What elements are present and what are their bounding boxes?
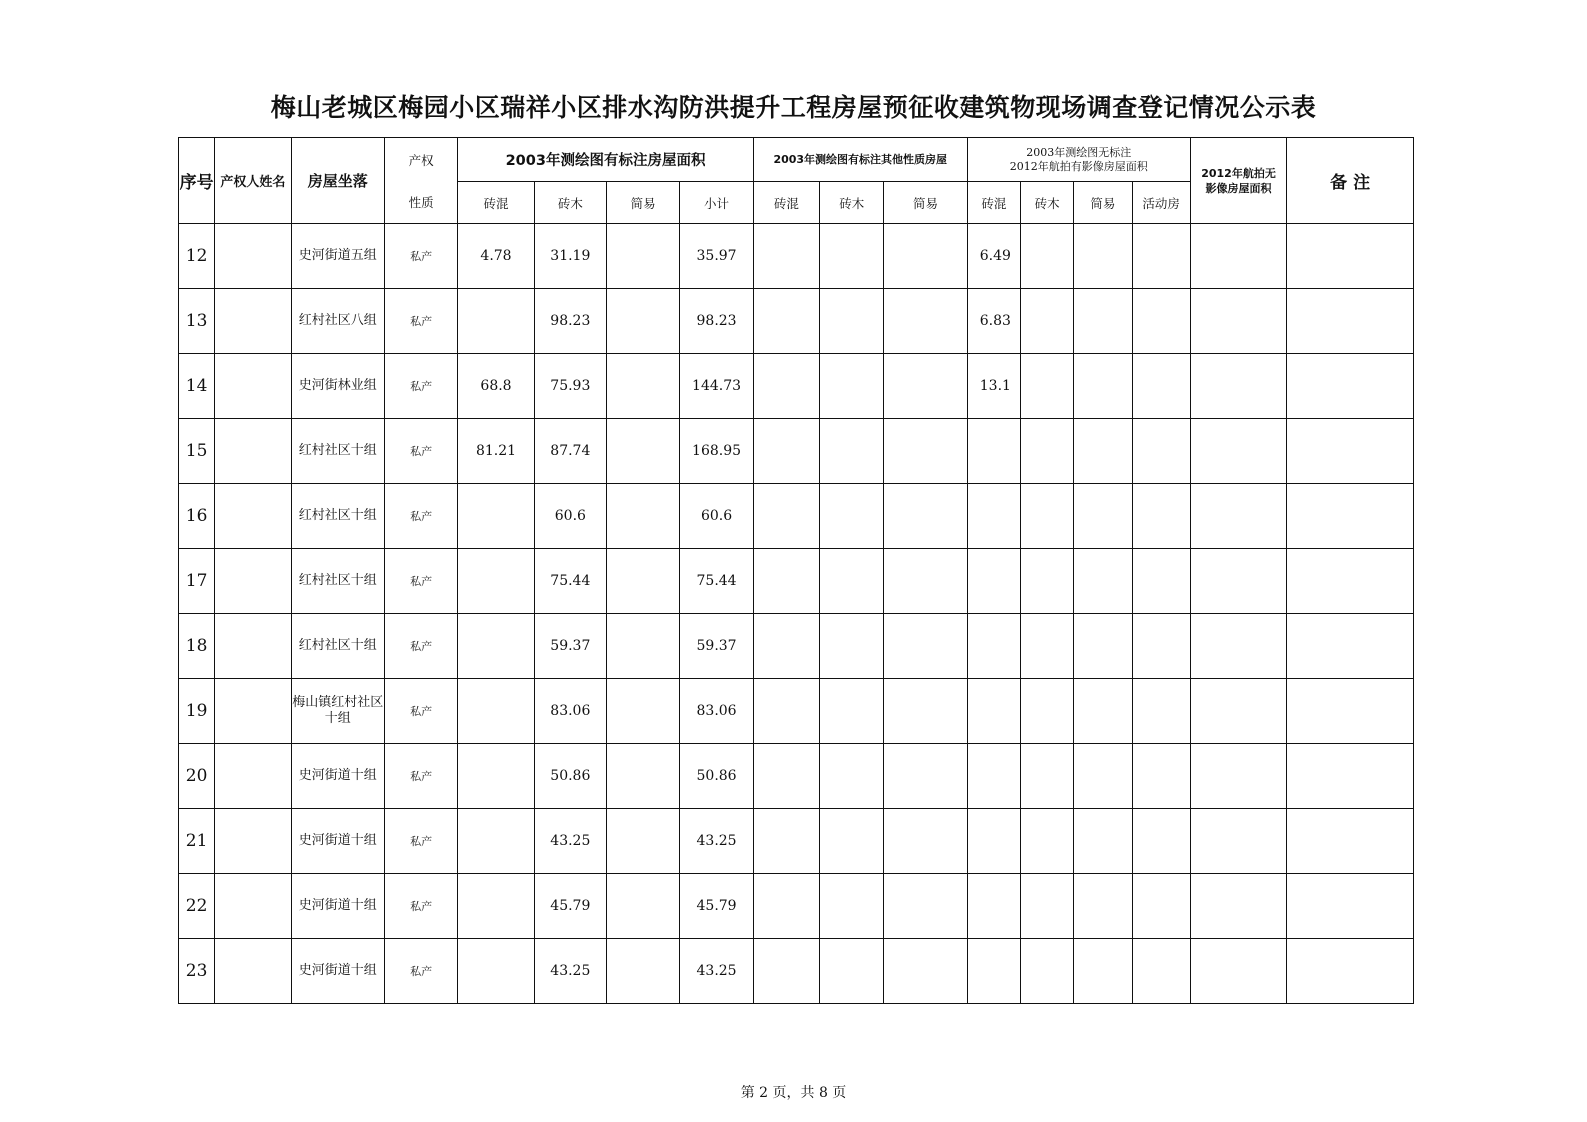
cell-g2-simple bbox=[884, 549, 967, 614]
header-group-2003-other: 2003年测绘图有标注其他性质房屋 bbox=[753, 138, 967, 182]
cell-g1-brick-wood: 87.74 bbox=[534, 419, 606, 484]
cell-location: 史河街道十组 bbox=[291, 809, 384, 874]
cell-g2-simple bbox=[884, 939, 967, 1004]
cell-g3-brick-wood bbox=[1021, 809, 1074, 874]
table-row bbox=[179, 549, 1414, 614]
cell-g3-brick-concrete bbox=[967, 874, 1020, 939]
cell-g3-mobile-house bbox=[1132, 289, 1190, 354]
cell-g1-subtotal: 50.86 bbox=[680, 744, 753, 809]
cell-g3-brick-wood bbox=[1021, 289, 1074, 354]
cell-seq: 12 bbox=[179, 224, 215, 289]
cell-g4-no-image bbox=[1190, 289, 1286, 354]
cell-owner bbox=[215, 419, 291, 484]
cell-g1-brick-wood: 75.44 bbox=[534, 549, 606, 614]
table-row bbox=[179, 289, 1414, 354]
cell-remark bbox=[1287, 744, 1414, 809]
cell-g4-no-image bbox=[1190, 939, 1286, 1004]
cell-g3-simple bbox=[1074, 744, 1132, 809]
cell-g2-brick-concrete bbox=[753, 289, 819, 354]
cell-owner bbox=[215, 939, 291, 1004]
cell-g2-brick-wood bbox=[820, 549, 884, 614]
cell-g1-brick-concrete bbox=[458, 549, 534, 614]
cell-g3-mobile-house bbox=[1132, 224, 1190, 289]
cell-g3-mobile-house bbox=[1132, 419, 1190, 484]
cell-g3-mobile-house bbox=[1132, 354, 1190, 419]
cell-property: 私产 bbox=[384, 354, 457, 419]
cell-owner bbox=[215, 484, 291, 549]
cell-g3-mobile-house bbox=[1132, 484, 1190, 549]
cell-seq: 15 bbox=[179, 419, 215, 484]
cell-g1-simple bbox=[607, 484, 680, 549]
cell-owner bbox=[215, 549, 291, 614]
table-row bbox=[179, 419, 1414, 484]
cell-g2-brick-concrete bbox=[753, 874, 819, 939]
header-g2-brick-wood: 砖木 bbox=[820, 182, 884, 224]
cell-g2-brick-concrete bbox=[753, 419, 819, 484]
cell-g3-simple bbox=[1074, 939, 1132, 1004]
cell-g3-mobile-house bbox=[1132, 809, 1190, 874]
cell-g1-brick-wood: 31.19 bbox=[534, 224, 606, 289]
cell-remark bbox=[1287, 874, 1414, 939]
cell-g2-brick-concrete bbox=[753, 354, 819, 419]
header-g2-brick-concrete: 砖混 bbox=[753, 182, 819, 224]
cell-remark bbox=[1287, 224, 1414, 289]
cell-g3-mobile-house bbox=[1132, 874, 1190, 939]
cell-g1-simple bbox=[607, 809, 680, 874]
cell-g1-brick-wood: 98.23 bbox=[534, 289, 606, 354]
header-seq: 序号 bbox=[179, 138, 215, 224]
cell-g1-simple bbox=[607, 354, 680, 419]
cell-seq: 16 bbox=[179, 484, 215, 549]
cell-location: 梅山镇红村社区十组 bbox=[291, 679, 384, 744]
cell-g1-brick-wood: 75.93 bbox=[534, 354, 606, 419]
cell-location: 红村社区八组 bbox=[291, 289, 384, 354]
cell-g1-subtotal: 144.73 bbox=[680, 354, 753, 419]
cell-property: 私产 bbox=[384, 614, 457, 679]
cell-g4-no-image bbox=[1190, 354, 1286, 419]
cell-g3-brick-concrete bbox=[967, 679, 1020, 744]
cell-g1-brick-concrete bbox=[458, 744, 534, 809]
cell-g3-mobile-house bbox=[1132, 549, 1190, 614]
cell-g2-brick-wood bbox=[820, 289, 884, 354]
cell-g3-simple bbox=[1074, 224, 1132, 289]
header-g1-brick-wood: 砖木 bbox=[534, 182, 606, 224]
cell-g4-no-image bbox=[1190, 874, 1286, 939]
cell-g1-subtotal: 45.79 bbox=[680, 874, 753, 939]
cell-g1-subtotal: 43.25 bbox=[680, 939, 753, 1004]
cell-g2-brick-wood bbox=[820, 679, 884, 744]
header-owner: 产权人姓名 bbox=[215, 138, 291, 224]
cell-g3-brick-wood bbox=[1021, 224, 1074, 289]
cell-g1-simple bbox=[607, 939, 680, 1004]
cell-location: 史河街道十组 bbox=[291, 939, 384, 1004]
cell-g2-brick-wood bbox=[820, 224, 884, 289]
cell-g2-brick-concrete bbox=[753, 744, 819, 809]
cell-remark bbox=[1287, 809, 1414, 874]
cell-g3-simple bbox=[1074, 354, 1132, 419]
table-row bbox=[179, 224, 1414, 289]
cell-g1-subtotal: 98.23 bbox=[680, 289, 753, 354]
cell-g1-simple bbox=[607, 419, 680, 484]
cell-g4-no-image bbox=[1190, 614, 1286, 679]
cell-property: 私产 bbox=[384, 549, 457, 614]
cell-g3-mobile-house bbox=[1132, 614, 1190, 679]
cell-remark bbox=[1287, 419, 1414, 484]
header-property-line1: 产权 bbox=[384, 138, 457, 182]
cell-remark bbox=[1287, 939, 1414, 1004]
cell-location: 红村社区十组 bbox=[291, 419, 384, 484]
cell-property: 私产 bbox=[384, 484, 457, 549]
cell-g1-brick-concrete: 68.8 bbox=[458, 354, 534, 419]
cell-g1-brick-wood: 45.79 bbox=[534, 874, 606, 939]
cell-seq: 19 bbox=[179, 679, 215, 744]
cell-g2-brick-concrete bbox=[753, 679, 819, 744]
cell-g3-brick-concrete bbox=[967, 484, 1020, 549]
table-row bbox=[179, 354, 1414, 419]
cell-g3-brick-concrete: 6.49 bbox=[967, 224, 1020, 289]
cell-g4-no-image bbox=[1190, 809, 1286, 874]
table-row bbox=[179, 744, 1414, 809]
cell-g3-brick-wood bbox=[1021, 744, 1074, 809]
cell-g1-brick-concrete bbox=[458, 484, 534, 549]
header-g1-simple: 简易 bbox=[607, 182, 680, 224]
cell-g1-brick-wood: 60.6 bbox=[534, 484, 606, 549]
cell-g2-simple bbox=[884, 809, 967, 874]
cell-g3-brick-wood bbox=[1021, 484, 1074, 549]
cell-property: 私产 bbox=[384, 224, 457, 289]
cell-g3-brick-concrete bbox=[967, 744, 1020, 809]
cell-g1-simple bbox=[607, 744, 680, 809]
cell-g3-brick-concrete bbox=[967, 939, 1020, 1004]
cell-g4-no-image bbox=[1190, 679, 1286, 744]
cell-property: 私产 bbox=[384, 809, 457, 874]
cell-g3-brick-concrete bbox=[967, 549, 1020, 614]
header-group4-line1: 2012年航拍无 bbox=[1201, 166, 1276, 180]
cell-g3-simple bbox=[1074, 614, 1132, 679]
header-g2-simple: 简易 bbox=[884, 182, 967, 224]
header-g1-subtotal: 小计 bbox=[680, 182, 753, 224]
cell-g1-simple bbox=[607, 874, 680, 939]
cell-g1-brick-concrete: 4.78 bbox=[458, 224, 534, 289]
cell-location: 红村社区十组 bbox=[291, 549, 384, 614]
cell-g1-brick-concrete bbox=[458, 939, 534, 1004]
cell-owner bbox=[215, 289, 291, 354]
table-row bbox=[179, 614, 1414, 679]
cell-g1-simple bbox=[607, 549, 680, 614]
cell-g2-brick-wood bbox=[820, 354, 884, 419]
header-group3-line2: 2012年航拍有影像房屋面积 bbox=[1009, 159, 1148, 173]
cell-g4-no-image bbox=[1190, 419, 1286, 484]
cell-location: 红村社区十组 bbox=[291, 484, 384, 549]
cell-g3-brick-wood bbox=[1021, 679, 1074, 744]
cell-g2-brick-wood bbox=[820, 939, 884, 1004]
cell-g2-brick-concrete bbox=[753, 484, 819, 549]
cell-g2-brick-concrete bbox=[753, 939, 819, 1004]
cell-seq: 14 bbox=[179, 354, 215, 419]
cell-g1-brick-concrete bbox=[458, 809, 534, 874]
cell-g1-simple bbox=[607, 289, 680, 354]
table-row bbox=[179, 484, 1414, 549]
cell-g3-brick-wood bbox=[1021, 939, 1074, 1004]
header-group-2003-marked: 2003年测绘图有标注房屋面积 bbox=[458, 138, 753, 182]
cell-g3-simple bbox=[1074, 809, 1132, 874]
cell-seq: 17 bbox=[179, 549, 215, 614]
cell-location: 史河街道十组 bbox=[291, 874, 384, 939]
cell-owner bbox=[215, 809, 291, 874]
cell-owner bbox=[215, 614, 291, 679]
cell-property: 私产 bbox=[384, 939, 457, 1004]
cell-location: 红村社区十组 bbox=[291, 614, 384, 679]
cell-g2-brick-wood bbox=[820, 874, 884, 939]
cell-g4-no-image bbox=[1190, 224, 1286, 289]
cell-g3-mobile-house bbox=[1132, 744, 1190, 809]
cell-g2-simple bbox=[884, 614, 967, 679]
cell-g3-brick-wood bbox=[1021, 614, 1074, 679]
cell-g2-simple bbox=[884, 224, 967, 289]
cell-g1-subtotal: 59.37 bbox=[680, 614, 753, 679]
cell-g1-subtotal: 35.97 bbox=[680, 224, 753, 289]
cell-g3-brick-wood bbox=[1021, 549, 1074, 614]
header-property-line2: 性质 bbox=[384, 182, 457, 224]
cell-property: 私产 bbox=[384, 744, 457, 809]
header-group-2012-no-image bbox=[1190, 138, 1286, 224]
cell-location: 史河街道五组 bbox=[291, 224, 384, 289]
cell-g2-brick-concrete bbox=[753, 809, 819, 874]
cell-location: 史河街林业组 bbox=[291, 354, 384, 419]
cell-g2-brick-wood bbox=[820, 484, 884, 549]
cell-seq: 18 bbox=[179, 614, 215, 679]
cell-seq: 23 bbox=[179, 939, 215, 1004]
cell-g1-subtotal: 60.6 bbox=[680, 484, 753, 549]
cell-g2-brick-wood bbox=[820, 419, 884, 484]
cell-g2-simple bbox=[884, 419, 967, 484]
cell-g1-brick-wood: 83.06 bbox=[534, 679, 606, 744]
cell-location: 史河街道十组 bbox=[291, 744, 384, 809]
cell-g2-simple bbox=[884, 289, 967, 354]
cell-g3-simple bbox=[1074, 289, 1132, 354]
header-g3-brick-concrete: 砖混 bbox=[967, 182, 1020, 224]
cell-g3-simple bbox=[1074, 484, 1132, 549]
page-title: 梅山老城区梅园小区瑞祥小区排水沟防洪提升工程房屋预征收建筑物现场调查登记情况公示表 bbox=[270, 93, 1317, 122]
cell-g1-brick-wood: 59.37 bbox=[534, 614, 606, 679]
cell-g4-no-image bbox=[1190, 484, 1286, 549]
cell-g3-simple bbox=[1074, 419, 1132, 484]
cell-g1-simple bbox=[607, 224, 680, 289]
cell-g4-no-image bbox=[1190, 744, 1286, 809]
cell-g2-simple bbox=[884, 874, 967, 939]
cell-g3-brick-concrete bbox=[967, 614, 1020, 679]
cell-g1-brick-concrete bbox=[458, 289, 534, 354]
cell-seq: 22 bbox=[179, 874, 215, 939]
cell-g3-simple bbox=[1074, 549, 1132, 614]
cell-g1-subtotal: 168.95 bbox=[680, 419, 753, 484]
cell-g2-brick-concrete bbox=[753, 614, 819, 679]
cell-g3-brick-wood bbox=[1021, 354, 1074, 419]
cell-g1-subtotal: 83.06 bbox=[680, 679, 753, 744]
cell-remark bbox=[1287, 679, 1414, 744]
cell-g3-brick-wood bbox=[1021, 874, 1074, 939]
cell-g1-brick-concrete bbox=[458, 614, 534, 679]
cell-g2-brick-wood bbox=[820, 614, 884, 679]
table-row bbox=[179, 939, 1414, 1004]
cell-g1-simple bbox=[607, 679, 680, 744]
cell-owner bbox=[215, 744, 291, 809]
header-location: 房屋坐落 bbox=[291, 138, 384, 224]
header-g3-mobile-house: 活动房 bbox=[1132, 182, 1190, 224]
header-g3-brick-wood: 砖木 bbox=[1021, 182, 1074, 224]
cell-g1-brick-concrete bbox=[458, 679, 534, 744]
cell-g1-brick-wood: 50.86 bbox=[534, 744, 606, 809]
header-remark: 备 注 bbox=[1287, 138, 1414, 224]
cell-g3-brick-concrete bbox=[967, 809, 1020, 874]
header-g1-brick-concrete: 砖混 bbox=[458, 182, 534, 224]
cell-g2-simple bbox=[884, 744, 967, 809]
cell-g1-brick-concrete: 81.21 bbox=[458, 419, 534, 484]
cell-remark bbox=[1287, 289, 1414, 354]
survey-table bbox=[178, 137, 1414, 1004]
cell-g2-simple bbox=[884, 679, 967, 744]
cell-g1-subtotal: 75.44 bbox=[680, 549, 753, 614]
cell-seq: 20 bbox=[179, 744, 215, 809]
table-row bbox=[179, 809, 1414, 874]
cell-g2-brick-concrete bbox=[753, 549, 819, 614]
cell-remark bbox=[1287, 549, 1414, 614]
cell-g1-brick-wood: 43.25 bbox=[534, 939, 606, 1004]
cell-g3-simple bbox=[1074, 679, 1132, 744]
cell-g3-brick-concrete: 13.1 bbox=[967, 354, 1020, 419]
cell-property: 私产 bbox=[384, 289, 457, 354]
cell-g2-brick-concrete bbox=[753, 224, 819, 289]
header-group3-line1: 2003年测绘图无标注 bbox=[1026, 145, 1132, 159]
cell-property: 私产 bbox=[384, 679, 457, 744]
cell-g2-simple bbox=[884, 354, 967, 419]
cell-property: 私产 bbox=[384, 419, 457, 484]
cell-g1-brick-wood: 43.25 bbox=[534, 809, 606, 874]
cell-g4-no-image bbox=[1190, 549, 1286, 614]
page-footer: 第 2 页，共 8 页 bbox=[740, 1085, 847, 1101]
cell-seq: 21 bbox=[179, 809, 215, 874]
cell-owner bbox=[215, 679, 291, 744]
cell-remark bbox=[1287, 484, 1414, 549]
cell-owner bbox=[215, 874, 291, 939]
cell-g2-brick-wood bbox=[820, 809, 884, 874]
cell-property: 私产 bbox=[384, 874, 457, 939]
cell-g3-mobile-house bbox=[1132, 679, 1190, 744]
cell-g1-subtotal: 43.25 bbox=[680, 809, 753, 874]
cell-remark bbox=[1287, 354, 1414, 419]
cell-g1-brick-concrete bbox=[458, 874, 534, 939]
cell-owner bbox=[215, 224, 291, 289]
cell-remark bbox=[1287, 614, 1414, 679]
table-row bbox=[179, 874, 1414, 939]
cell-g3-brick-concrete bbox=[967, 419, 1020, 484]
cell-g3-brick-concrete: 6.83 bbox=[967, 289, 1020, 354]
header-g3-simple: 简易 bbox=[1074, 182, 1132, 224]
cell-g3-mobile-house bbox=[1132, 939, 1190, 1004]
header-group4-line2: 影像房屋面积 bbox=[1205, 181, 1272, 195]
cell-seq: 13 bbox=[179, 289, 215, 354]
cell-g3-brick-wood bbox=[1021, 419, 1074, 484]
cell-g3-simple bbox=[1074, 874, 1132, 939]
header-group-2003-unmarked bbox=[967, 138, 1190, 182]
cell-g2-simple bbox=[884, 484, 967, 549]
table-row bbox=[179, 679, 1414, 744]
cell-g2-brick-wood bbox=[820, 744, 884, 809]
cell-g1-simple bbox=[607, 614, 680, 679]
cell-owner bbox=[215, 354, 291, 419]
